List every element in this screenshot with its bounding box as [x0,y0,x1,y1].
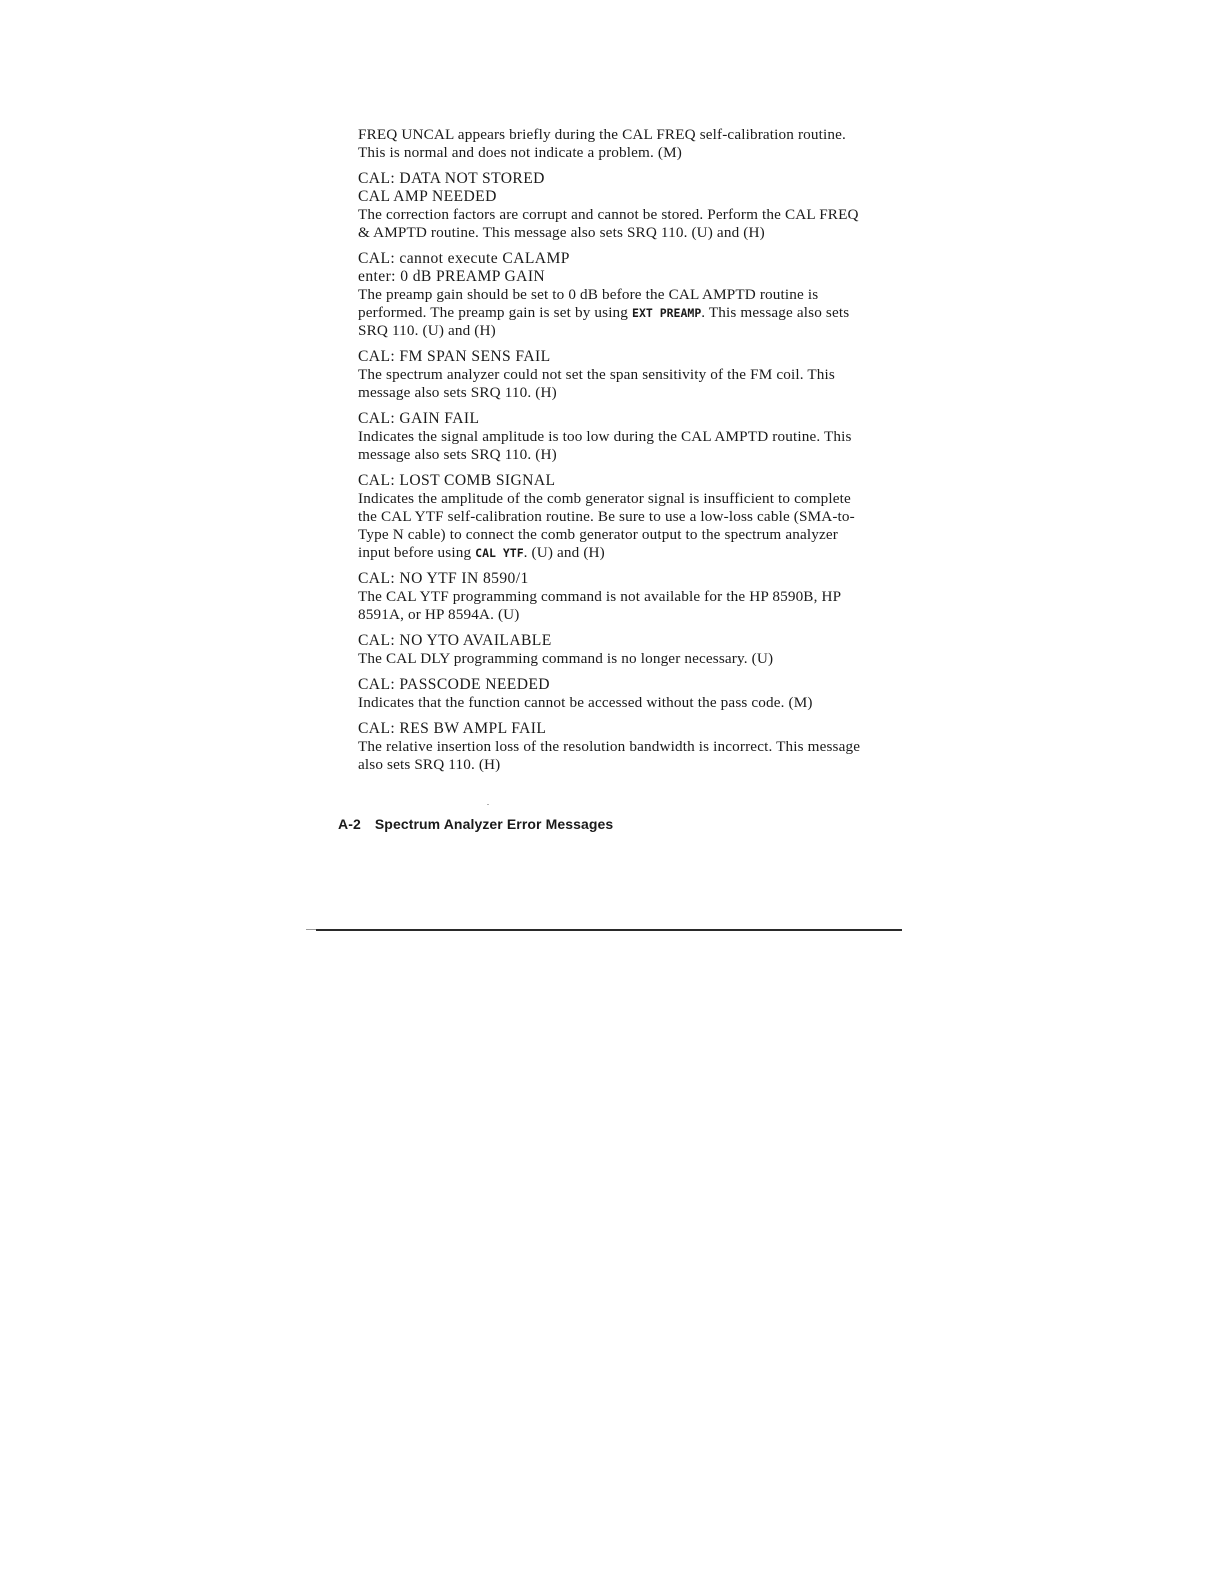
softkey-cal-ytf: CAL YTF [475,546,524,560]
error-message-list [358,126,873,782]
error-description: Indicates that the function cannot be accessed without the pass code. (M) [358,694,813,711]
error-description: The CAL DLY programming command is no longer necessary. (U) [358,650,774,667]
error-entry-no-yto-available [358,632,873,668]
intro-paragraph: FREQ UNCAL appears briefly during the CAL FREQ self-calibration routine. This is normal and does not indicate a problem. (M) [358,126,846,161]
error-description: The spectrum analyzer could not set the span sensitivity of the FM coil. This message also sets SRQ 110. (H) [358,366,835,401]
error-description: Indicates the signal amplitude is too low during the CAL AMPTD routine. This message also sets SRQ 110. (H) [358,428,852,463]
description-text: . This message also sets SRQ 110. (U) and (H) [358,304,850,339]
error-message-line: CAL: LOST COMB SIGNAL [358,472,556,489]
page-edge-rule [316,929,902,931]
error-entry-data-not-stored [358,170,873,242]
error-description [358,490,873,562]
error-entry-passcode-needed [358,676,873,712]
page-footer [338,816,613,832]
error-entry-cannot-execute-calamp [358,250,873,340]
error-message-line: CAL: DATA NOT STORED [358,170,545,187]
scan-speck [487,804,489,805]
description-text: Indicates the amplitude of the comb generator signal is insufficient to complete the CAL YTF self-calibration routine. Be sure to use a low-loss cable (SMA-to-Type N cable) to connect the comb generator output to the spectrum analyzer input before using [358,490,855,561]
error-message-line: CAL: FM SPAN SENS FAIL [358,348,551,365]
error-entry-fm-span-sens-fail [358,348,873,402]
section-title: Spectrum Analyzer Error Messages [374,816,614,832]
error-message-line: CAL: PASSCODE NEEDED [358,676,550,693]
error-message-line: CAL AMP NEEDED [358,188,497,205]
error-description: The relative insertion loss of the resolution bandwidth is incorrect. This message also sets SRQ 110. (H) [358,738,861,773]
error-message-line: CAL: NO YTO AVAILABLE [358,632,552,649]
page-number: A-2 [338,816,361,832]
error-description [358,286,873,340]
error-message-line: CAL: cannot execute CALAMP [358,250,570,267]
error-description: The CAL YTF programming command is not available for the HP 8590B, HP 8591A, or HP 8594A. (U) [358,588,841,623]
error-entry-gain-fail [358,410,873,464]
description-text: . (U) and (H) [523,544,605,561]
error-entry-res-bw-ampl-fail [358,720,873,774]
error-entry-no-ytf [358,570,873,624]
error-entry-lost-comb-signal [358,472,873,562]
error-message-line: CAL: GAIN FAIL [358,410,480,427]
error-message-line: enter: 0 dB PREAMP GAIN [358,268,546,285]
error-message-line: CAL: NO YTF IN 8590/1 [358,570,529,587]
description-text: The preamp gain should be set to 0 dB before the CAL AMPTD routine is performed. The preamp gain is set by using [358,286,819,321]
softkey-ext-preamp: EXT PREAMP [632,306,702,320]
error-description: The correction factors are corrupt and cannot be stored. Perform the CAL FREQ & AMPTD routine. This message also sets SRQ 110. (U) and (H) [358,206,859,241]
error-message-line: CAL: RES BW AMPL FAIL [358,720,547,737]
